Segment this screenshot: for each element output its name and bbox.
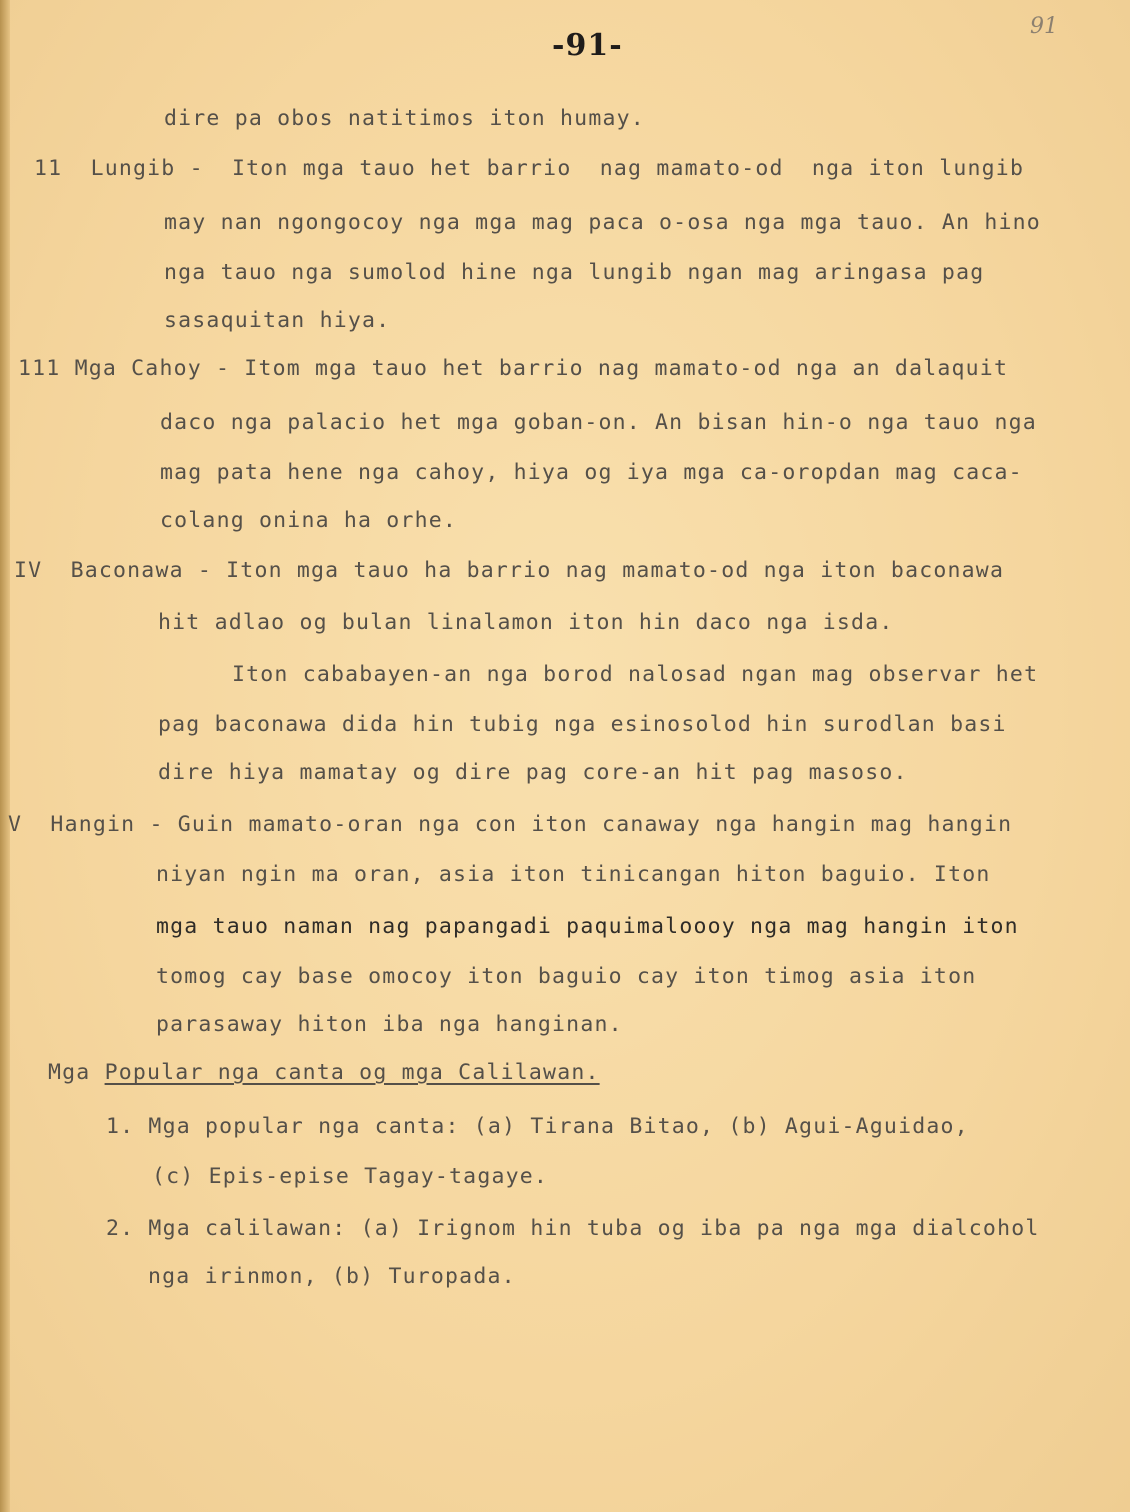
text-line: hit adlao og bulan linalamon iton hin daco nga isda. (158, 610, 894, 635)
section-cahoy-heading: 111 Mga Cahoy - Itom mga tauo het barrio nag mamato-od nga an dalaquit (18, 356, 1009, 381)
text-line: colang onina ha orhe. (160, 508, 458, 533)
text-line: mag pata hene nga cahoy, hiya og iya mga ca-oropdan mag caca- (160, 460, 1023, 485)
text-line: nga irinmon, (b) Turopada. (148, 1264, 516, 1289)
text-line: mga tauo naman nag papangadi paquimaloooy nga mag hangin iton (156, 914, 1019, 939)
text-line: daco nga palacio het mga goban-on. An bisan hin-o nga tauo nga (160, 410, 1037, 435)
text-line: may nan ngongocoy nga mga mag paca o-osa nga mga tauo. An hino (164, 210, 1041, 235)
text-line: Iton cababayen-an nga borod nalosad ngan mag observar het (232, 662, 1039, 687)
text-line: parasaway hiton iba nga hanginan. (156, 1012, 623, 1037)
text-line: nga tauo nga sumolod hine nga lungib ngan mag aringasa pag (164, 260, 985, 285)
page-binding-edge (0, 0, 10, 1512)
section-songs-title: Popular nga canta og mga Calilawan. (104, 1060, 600, 1085)
text-line: pag baconawa dida hin tubig nga esinosolod hin surodlan basi (158, 712, 1007, 737)
section-lungib-heading: 11 Lungib - Iton mga tauo het barrio nag mamato-od nga iton lungib (34, 156, 1025, 181)
section-baconawa-heading: IV Baconawa - Iton mga tauo ha barrio nag mamato-od nga iton baconawa (14, 558, 1005, 583)
section-songs-prefix: Mga (48, 1060, 105, 1085)
text-line: (c) Epis-epise Tagay-tagaye. (152, 1164, 549, 1189)
text-line: sasaquitan hiya. (164, 308, 391, 333)
handwritten-page-number: 91 (1030, 14, 1058, 39)
page-number: -91- (552, 28, 623, 63)
list-item: 2. Mga calilawan: (a) Irignom hin tuba og iba pa nga mga dialcohol (106, 1216, 1040, 1241)
section-songs-heading (48, 1060, 600, 1086)
text-line: dire pa obos natitimos iton humay. (164, 106, 645, 131)
text-line: dire hiya mamatay og dire pag core-an hit pag masoso. (158, 760, 908, 785)
text-line: niyan ngin ma oran, asia iton tinicangan hiton baguio. Iton (156, 862, 991, 887)
list-item: 1. Mga popular nga canta: (a) Tirana Bitao, (b) Agui-Aguidao, (106, 1114, 969, 1139)
section-hangin-heading: V Hangin - Guin mamato-oran nga con iton canaway nga hangin mag hangin (8, 812, 1013, 837)
text-line: tomog cay base omocoy iton baguio cay iton timog asia iton (156, 964, 977, 989)
